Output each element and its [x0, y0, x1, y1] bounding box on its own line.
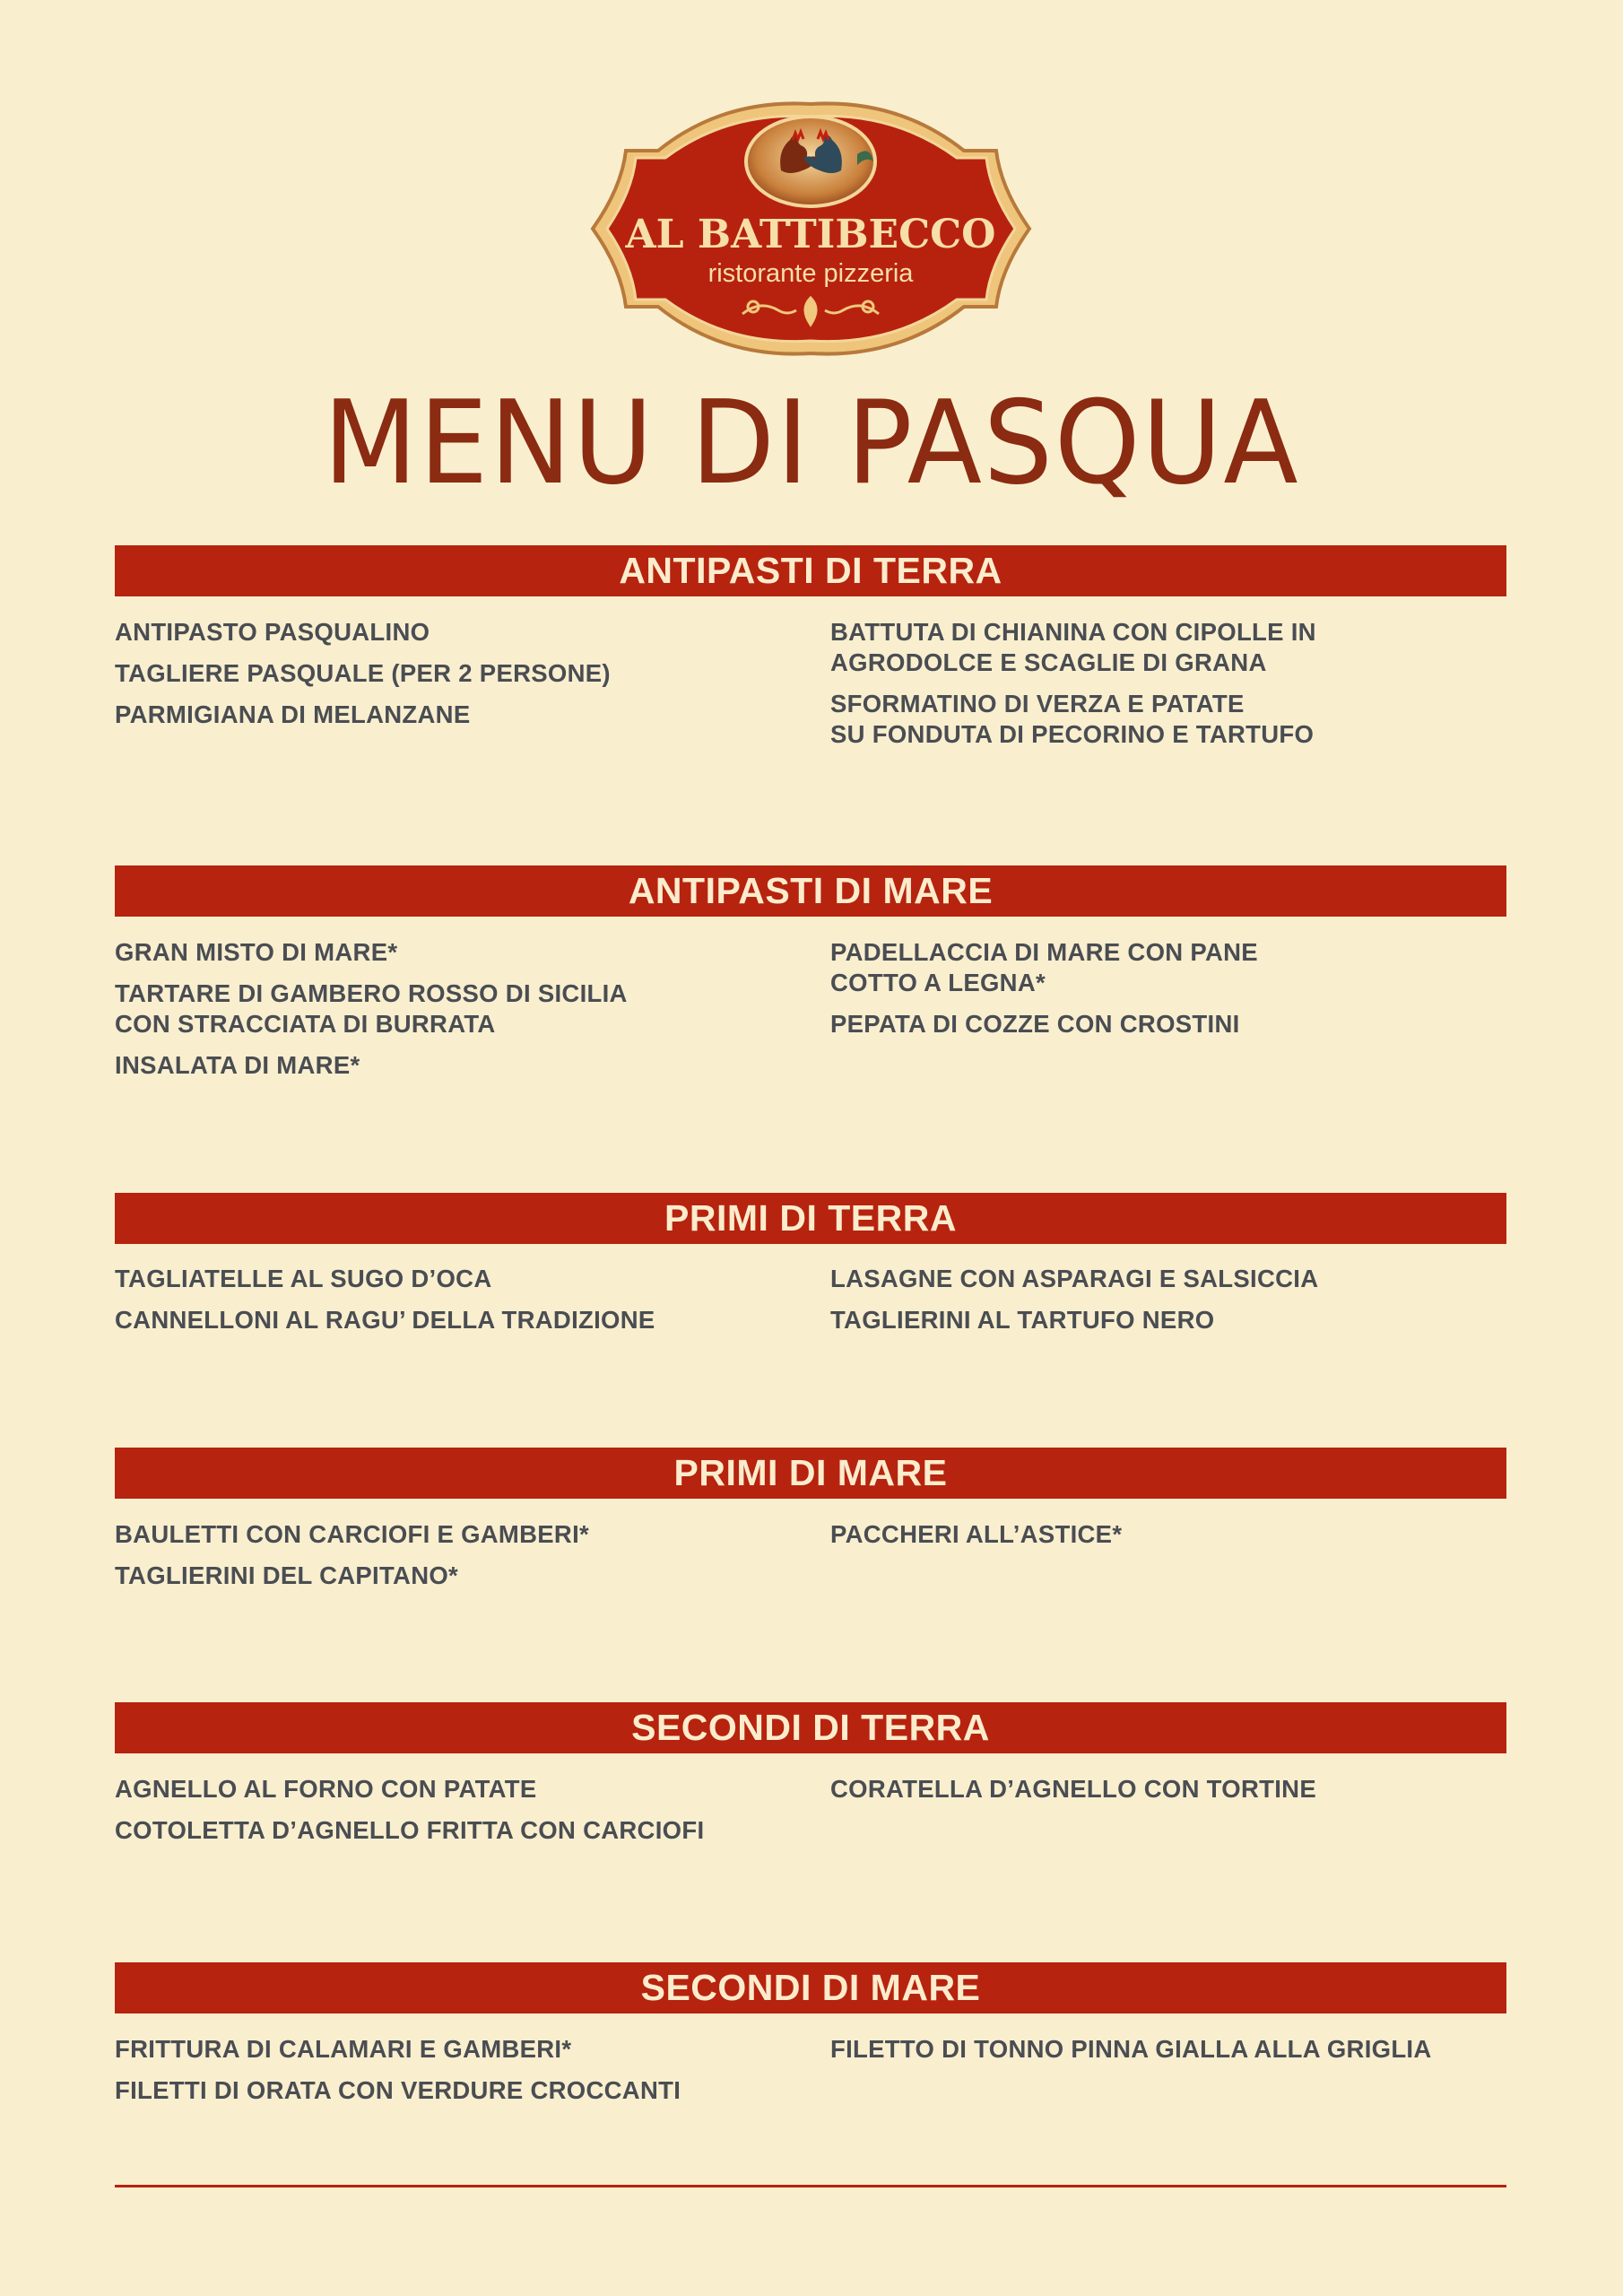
- menu-item: COTOLETTA D’AGNELLO FRITTA CON CARCIOFI: [115, 1816, 705, 1844]
- menu-column-right: [830, 617, 1485, 761]
- menu-item: TARTARE DI GAMBERO ROSSO DI SICILIA CON STRACCIATA DI BURRATA: [115, 979, 628, 1038]
- menu-column-left: [115, 1519, 769, 1602]
- menu-column-right: [830, 1519, 1485, 1561]
- section-header-antipasti-di-terra: ANTIPASTI DI TERRA: [115, 545, 1506, 596]
- section-header-primi-di-mare: PRIMI DI MARE: [115, 1448, 1506, 1499]
- menu-column-right: [830, 937, 1485, 1050]
- menu-column-left: [115, 2034, 769, 2117]
- menu-column-right: [830, 1264, 1485, 1346]
- section-header-antipasti-di-mare: ANTIPASTI DI MARE: [115, 865, 1506, 917]
- section-header-secondi-di-mare: SECONDI DI MARE: [115, 1962, 1506, 2013]
- menu-item: AGNELLO AL FORNO CON PATATE: [115, 1775, 537, 1803]
- menu-item: TAGLIERINI DEL CAPITANO*: [115, 1561, 459, 1589]
- menu-item: TAGLIERINI AL TARTUFO NERO: [830, 1306, 1215, 1334]
- menu-column-left: [115, 617, 769, 741]
- menu-column-left: [115, 937, 769, 1091]
- menu-item: ANTIPASTO PASQUALINO: [115, 618, 430, 646]
- menu-item: INSALATA DI MARE*: [115, 1051, 360, 1079]
- menu-item: PACCHERI ALL’ASTICE*: [830, 1520, 1123, 1548]
- menu-column-left: [115, 1774, 769, 1857]
- menu-item: GRAN MISTO DI MARE*: [115, 938, 398, 966]
- page-title: MENU DI PASQUA: [323, 377, 1300, 510]
- menu-column-left: [115, 1264, 769, 1346]
- menu-item: TAGLIERE PASQUALE (PER 2 PERSONE): [115, 659, 611, 687]
- menu-item: FILETTO DI TONNO PINNA GIALLA ALLA GRIGLIA: [830, 2035, 1432, 2063]
- menu-item: CORATELLA D’AGNELLO CON TORTINE: [830, 1775, 1316, 1803]
- menu-item: SFORMATINO DI VERZA E PATATE SU FONDUTA DI PECORINO E TARTUFO: [830, 690, 1315, 748]
- menu-item: BAULETTI CON CARCIOFI E GAMBERI*: [115, 1520, 590, 1548]
- menu-column-right: [830, 1774, 1485, 1815]
- restaurant-logo: [588, 99, 1034, 359]
- menu-item: TAGLIATELLE AL SUGO D’OCA: [115, 1265, 492, 1292]
- menu-item: PARMIGIANA DI MELANZANE: [115, 700, 471, 728]
- brand-name: AL BATTIBECCO: [625, 212, 996, 257]
- section-header-secondi-di-terra: SECONDI DI TERRA: [115, 1702, 1506, 1753]
- menu-item: FRITTURA DI CALAMARI E GAMBERI*: [115, 2035, 572, 2063]
- menu-item: LASAGNE CON ASPARAGI E SALSICCIA: [830, 1265, 1319, 1292]
- menu-item: CANNELLONI AL RAGU’ DELLA TRADIZIONE: [115, 1306, 655, 1334]
- menu-item: PEPATA DI COZZE CON CROSTINI: [830, 1010, 1240, 1038]
- menu-column-right: [830, 2034, 1485, 2075]
- brand-tagline: ristorante pizzeria: [707, 259, 914, 288]
- bottom-divider: [115, 2185, 1506, 2187]
- menu-item: FILETTI DI ORATA CON VERDURE CROCCANTI: [115, 2076, 681, 2104]
- section-header-primi-di-terra: PRIMI DI TERRA: [115, 1193, 1506, 1244]
- menu-item: PADELLACCIA DI MARE CON PANE COTTO A LEGNA*: [830, 938, 1258, 996]
- menu-item: BATTUTA DI CHIANINA CON CIPOLLE IN AGRODOLCE E SCAGLIE DI GRANA: [830, 618, 1316, 676]
